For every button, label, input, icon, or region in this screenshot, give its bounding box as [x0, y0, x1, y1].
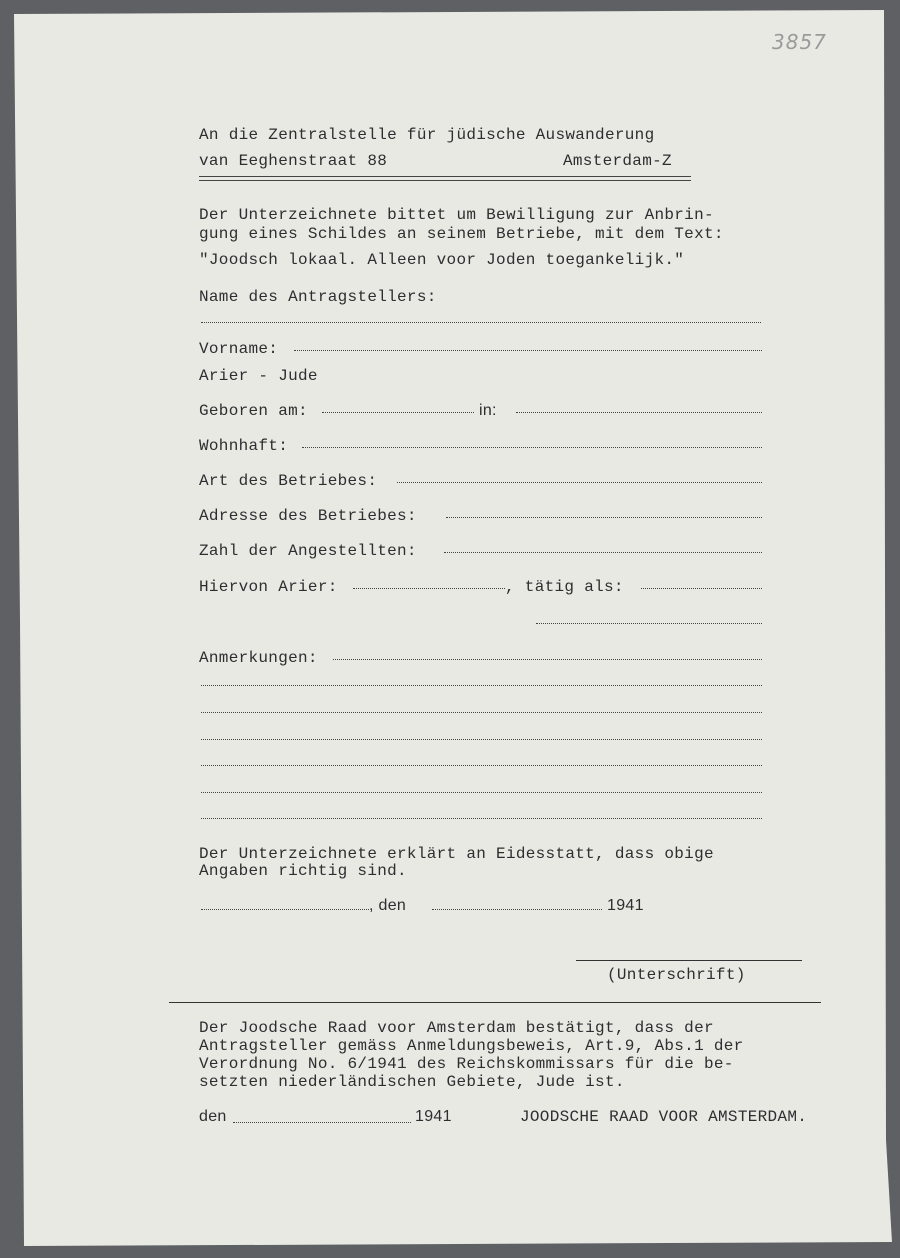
council-line-1: Der Joodsche Raad voor Amsterdam bestätigt, dass der	[199, 1019, 714, 1037]
council-signoff: JOODSCHE RAAD VOOR AMSTERDAM.	[520, 1108, 808, 1126]
council-label-den: den	[199, 1108, 227, 1125]
field-aryans[interactable]	[353, 588, 505, 589]
label-aryan-jew: Arier - Jude	[199, 367, 318, 385]
field-first-name[interactable]	[294, 350, 762, 351]
label-born-on: Geboren am:	[199, 402, 308, 420]
council-line-2: Antragsteller gemäss Anmeldungsbeweis, Art.9, Abs.1 der	[199, 1037, 744, 1055]
label-remarks: Anmerkungen:	[199, 649, 318, 667]
signature-line[interactable]	[576, 960, 802, 961]
label-den: , den	[369, 897, 407, 914]
field-residence[interactable]	[302, 447, 762, 448]
label-first-name: Vorname:	[199, 340, 279, 358]
section-divider	[169, 1002, 821, 1003]
council-line-4: setzten niederländischen Gebiete, Jude ist.	[199, 1073, 625, 1091]
addressee-line: An die Zentralstelle für jüdische Auswanderung	[199, 126, 655, 144]
declaration-year: 1941	[607, 897, 644, 914]
label-employee-count: Zahl der Angestellten:	[199, 542, 417, 560]
field-business-address[interactable]	[446, 517, 762, 518]
field-remarks-line[interactable]	[201, 739, 762, 740]
label-business-type: Art des Betriebes:	[199, 472, 378, 490]
field-remarks-line[interactable]	[201, 792, 762, 793]
request-line-2: gung eines Schildes an seinem Betriebe, mit dem Text:	[199, 225, 724, 243]
field-born-in[interactable]	[516, 412, 762, 413]
request-line-3: "Joodsch lokaal. Alleen voor Joden toegankelijk."	[199, 251, 685, 269]
archive-number: 3857	[772, 30, 827, 54]
declaration-line-2: Angaben richtig sind.	[199, 862, 407, 880]
council-year: 1941	[415, 1108, 452, 1125]
field-remarks-line[interactable]	[201, 765, 762, 766]
declaration-line-1: Der Unterzeichnete erklärt an Eidesstatt, dass obige	[199, 845, 714, 863]
council-line-3: Verordnung No. 6/1941 des Reichskommissars für die be-	[199, 1055, 734, 1073]
field-date[interactable]	[432, 909, 602, 910]
field-applicant-name[interactable]	[201, 322, 761, 323]
label-born-in: in:	[479, 402, 497, 419]
field-working-as-continued[interactable]	[536, 623, 762, 624]
request-line-1: Der Unterzeichnete bittet um Bewilligung zur Anbrin-	[199, 206, 714, 224]
label-aryans: Hiervon Arier:	[199, 578, 338, 596]
field-business-type[interactable]	[397, 482, 762, 483]
field-remarks-line[interactable]	[201, 685, 762, 686]
field-working-as[interactable]	[641, 588, 762, 589]
field-place[interactable]	[201, 909, 369, 910]
field-remarks[interactable]	[333, 659, 762, 660]
addressee-city: Amsterdam-Z	[563, 152, 672, 170]
field-council-date[interactable]	[233, 1122, 411, 1123]
signature-label: (Unterschrift)	[607, 966, 746, 984]
field-remarks-line[interactable]	[201, 712, 762, 713]
label-working-as: , tätig als:	[505, 578, 624, 596]
addressee-street: van Eeghenstraat 88	[199, 152, 388, 170]
label-residence: Wohnhaft:	[199, 437, 289, 455]
header-double-rule	[199, 176, 691, 181]
field-born-on[interactable]	[322, 412, 474, 413]
field-remarks-line[interactable]	[201, 818, 762, 819]
label-applicant-name: Name des Antragstellers:	[199, 288, 437, 306]
label-business-address: Adresse des Betriebes:	[199, 507, 417, 525]
field-employee-count[interactable]	[444, 552, 762, 553]
